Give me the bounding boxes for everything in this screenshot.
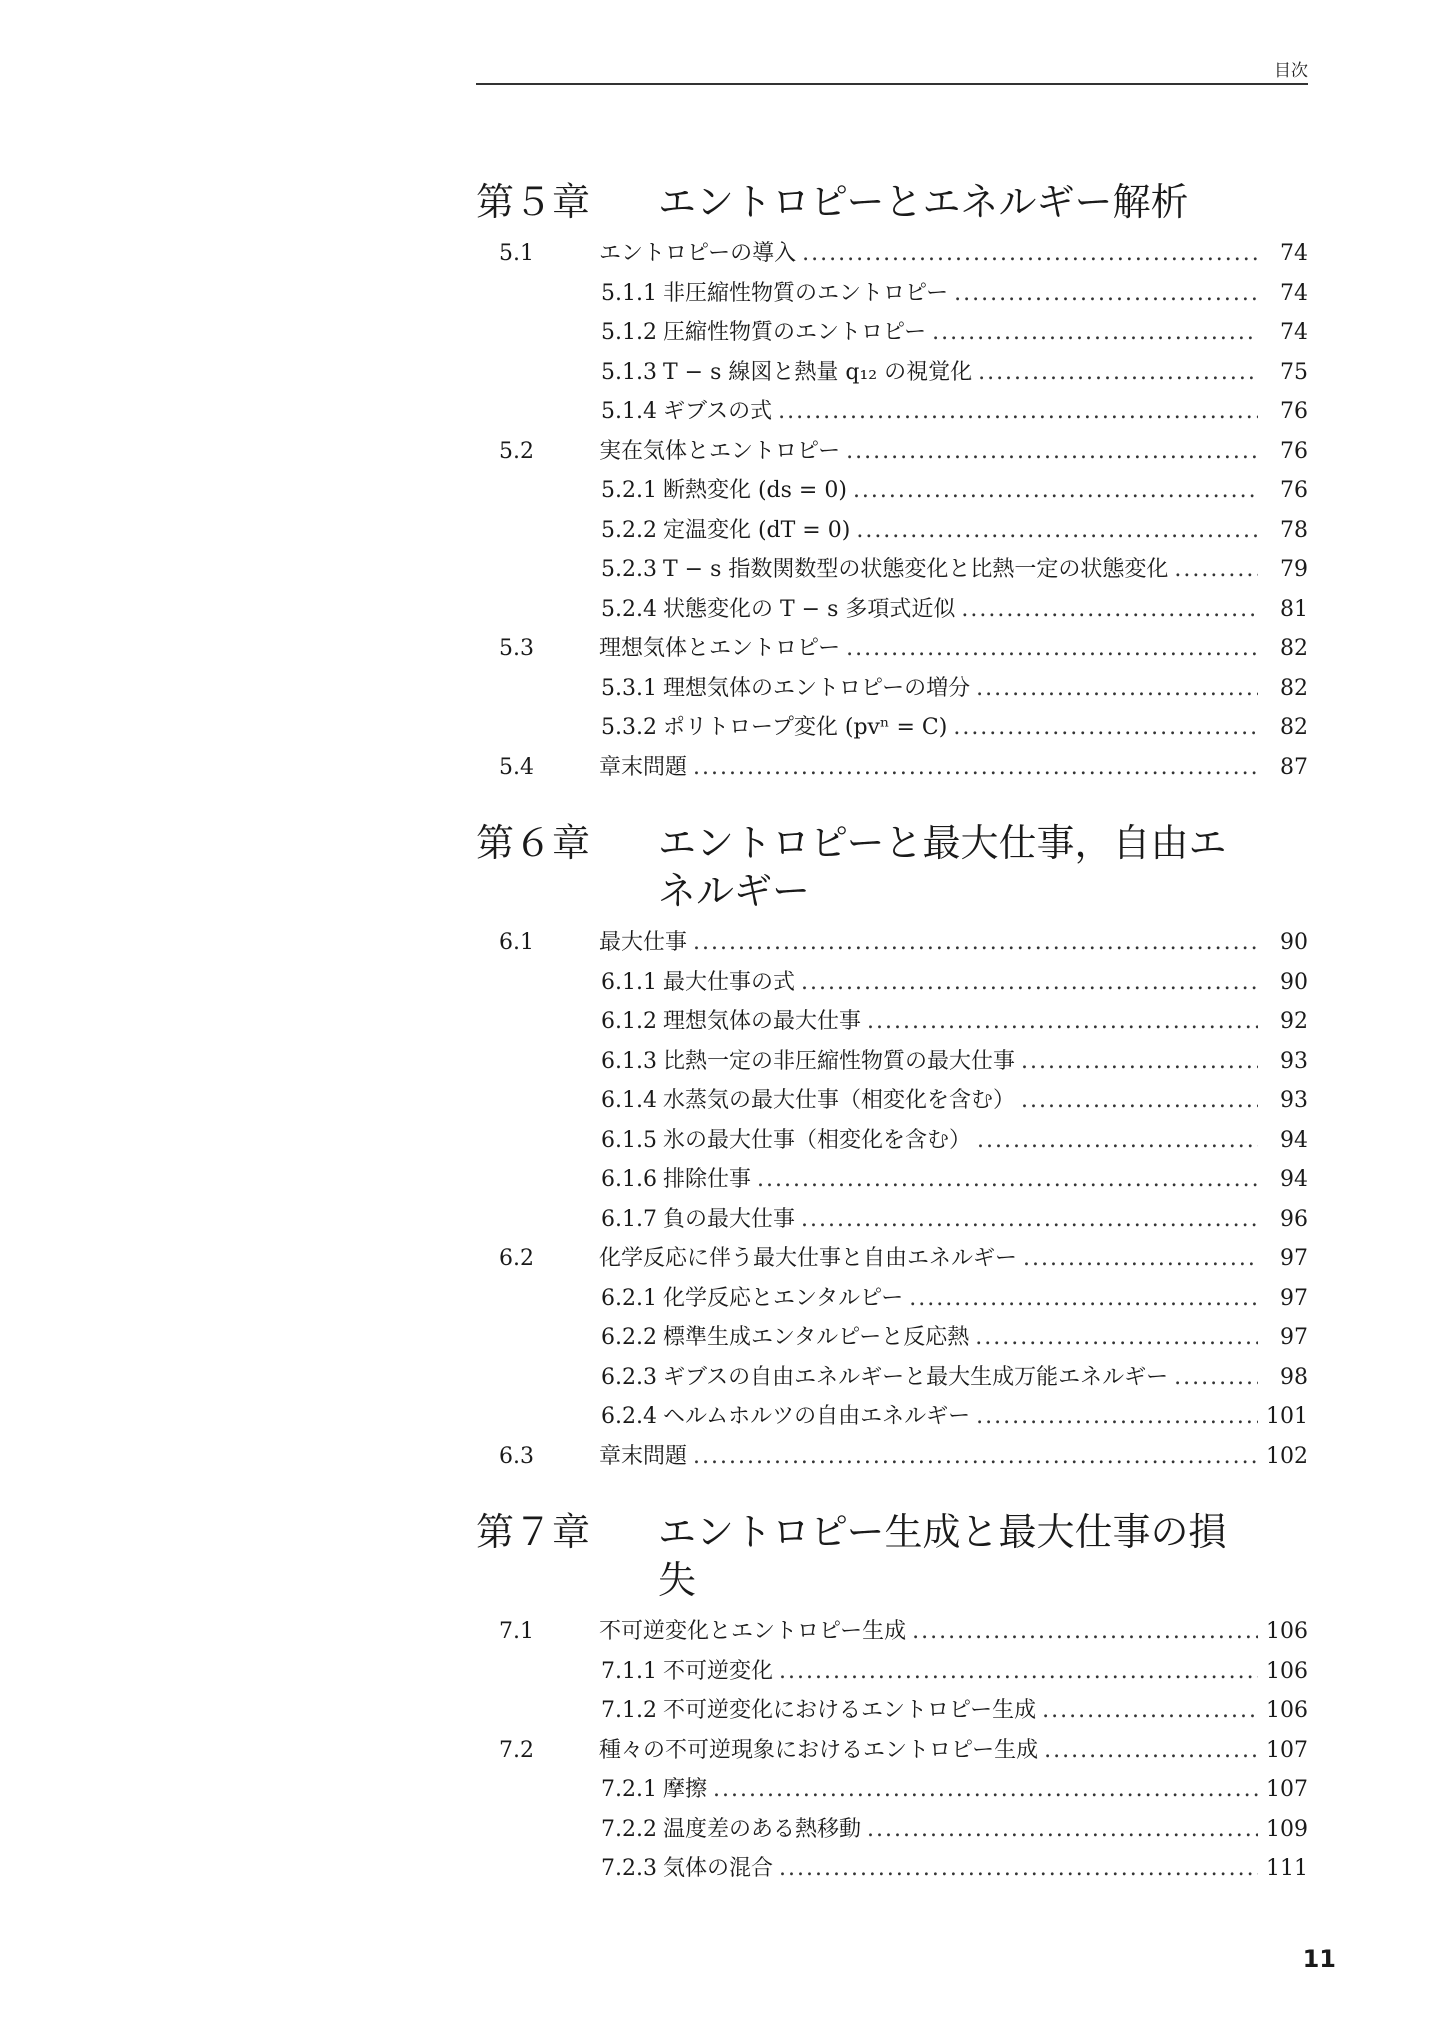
entry-page-number: 81 (1280, 596, 1308, 622)
toc-subsection-entry[interactable] (476, 1691, 1308, 1731)
subsection-number: 5.2.3 (601, 557, 657, 582)
entry-title: エントロピーの導入 (599, 241, 797, 266)
subsection-number: 5.2.2 (601, 517, 657, 543)
toc-subsection-entry[interactable] (476, 1121, 1308, 1161)
leader-dots (1044, 1731, 1258, 1771)
entry-title: ポリトロープ変化 (pvⁿ = C) (662, 715, 948, 740)
entry-title: 標準生成エンタルピーと反応熱 (662, 1325, 970, 1350)
entry-title: 章末問題 (599, 1443, 688, 1469)
entry-title: 圧縮性物質のエントロピー (662, 320, 927, 345)
entry-page-number: 94 (1280, 1127, 1308, 1153)
leader-dots (909, 1279, 1258, 1319)
entry-title: 不可逆変化とエントロピー生成 (599, 1619, 907, 1644)
leader-dots (1042, 1691, 1258, 1731)
leader-dots (801, 963, 1258, 1003)
subsection-number: 6.2.2 (601, 1325, 657, 1350)
leader-dots (867, 1002, 1258, 1042)
entry-page-number: 97 (1280, 1246, 1308, 1271)
entry-page-number: 74 (1280, 320, 1308, 345)
entry-page-number: 93 (1280, 1088, 1308, 1113)
chapter-heading (476, 1508, 1308, 1604)
section-number: 6.1 (499, 930, 534, 955)
toc-subsection-entry[interactable] (476, 1002, 1308, 1042)
subsection-number: 7.1.1 (601, 1658, 657, 1684)
toc-section-entry[interactable] (476, 629, 1308, 669)
toc-section-entry[interactable] (476, 1437, 1308, 1477)
entry-page-number: 76 (1280, 438, 1308, 464)
leader-dots (977, 1121, 1258, 1161)
chapter-title: エントロピーとエネルギー解析 (658, 180, 1189, 224)
toc-subsection-entry[interactable] (476, 1318, 1308, 1358)
leader-dots (802, 234, 1258, 274)
subsection-number: 5.3.2 (601, 715, 657, 740)
toc-subsection-entry[interactable] (476, 669, 1308, 709)
entry-title: 実在気体とエントロピー (599, 438, 841, 464)
toc-subsection-entry[interactable] (476, 313, 1308, 353)
section-number: 7.1 (499, 1619, 534, 1644)
entry-title: 種々の不可逆現象におけるエントロピー生成 (599, 1737, 1039, 1763)
leader-dots (1174, 550, 1258, 590)
entry-title: 負の最大仕事 (662, 1206, 795, 1232)
leader-dots (757, 1160, 1258, 1200)
subsection-number: 5.1.2 (601, 320, 657, 345)
toc-section-entry[interactable] (476, 748, 1308, 788)
entry-page-number: 106 (1266, 1698, 1308, 1723)
entry-page-number: 109 (1266, 1816, 1308, 1842)
leader-dots (846, 629, 1258, 669)
section-number: 5.4 (499, 754, 534, 780)
toc-subsection-entry[interactable] (476, 1652, 1308, 1692)
entry-title: 化学反応とエンタルピー (662, 1285, 904, 1311)
leader-dots (1023, 1239, 1258, 1279)
entry-page-number: 97 (1280, 1285, 1308, 1311)
leader-dots (953, 708, 1258, 748)
leader-dots (867, 1810, 1258, 1850)
entry-title: 断熱変化 (ds = 0) (662, 478, 847, 503)
toc-subsection-entry[interactable] (476, 392, 1308, 432)
subsection-number: 5.1.1 (601, 280, 657, 306)
leader-dots (961, 590, 1258, 630)
section-number: 6.2 (499, 1246, 534, 1271)
subsection-number: 6.1.1 (601, 969, 657, 995)
toc-subsection-entry[interactable] (476, 1081, 1308, 1121)
leader-dots (1174, 1358, 1258, 1398)
leader-dots (779, 1652, 1258, 1692)
entry-title: 水蒸気の最大仕事（相変化を含む） (662, 1088, 1015, 1113)
entry-page-number: 107 (1266, 1777, 1308, 1802)
entry-title: 不可逆変化 (662, 1658, 773, 1684)
entry-title: ギブスの自由エネルギーと最大生成万能エネルギー (662, 1364, 1169, 1390)
toc-subsection-entry[interactable] (476, 1849, 1308, 1889)
entry-title: 最大仕事 (599, 930, 688, 955)
entry-title: 比熱一定の非圧縮性物質の最大仕事 (662, 1048, 1015, 1074)
entry-title: 理想気体のエントロピーの増分 (662, 675, 971, 701)
leader-dots (801, 1200, 1258, 1240)
entry-title: 不可逆変化におけるエントロピー生成 (662, 1698, 1037, 1723)
chapter-number: 第６章 (476, 821, 591, 865)
toc-section-entry[interactable] (476, 1239, 1308, 1279)
entry-page-number: 92 (1280, 1009, 1308, 1034)
entry-title: T − s 線図と熱量 q₁₂ の視覚化 (662, 359, 973, 385)
leader-dots (856, 511, 1258, 551)
subsection-number: 6.2.4 (601, 1404, 657, 1429)
entry-page-number: 82 (1280, 715, 1308, 740)
section-number: 5.3 (499, 636, 534, 661)
entry-title: 氷の最大仕事（相変化を含む） (662, 1127, 971, 1153)
toc-subsection-entry[interactable] (476, 963, 1308, 1003)
header-rule (476, 83, 1308, 85)
chapter-block (476, 178, 1308, 787)
entry-page-number: 78 (1280, 517, 1308, 543)
toc-subsection-entry[interactable] (476, 1770, 1308, 1810)
subsection-number: 5.1.4 (601, 399, 657, 424)
entry-page-number: 98 (1280, 1364, 1308, 1390)
entry-title: 最大仕事の式 (662, 969, 795, 995)
leader-dots (846, 432, 1258, 472)
entry-title: ヘルムホルツの自由エネルギー (662, 1404, 971, 1429)
chapter-title: エントロピーと最大仕事，自由エネルギー (658, 821, 1227, 913)
chapter-number: 第５章 (476, 180, 591, 224)
subsection-number: 6.1.7 (601, 1206, 657, 1232)
leader-dots (978, 353, 1258, 393)
entry-page-number: 94 (1280, 1167, 1308, 1192)
toc-subsection-entry[interactable] (476, 1810, 1308, 1850)
entry-title: ギブスの式 (662, 399, 773, 424)
chapter-heading (476, 819, 1308, 915)
leader-dots (954, 274, 1258, 314)
entry-title: T − s 指数関数型の状態変化と比熱一定の状態変化 (662, 557, 1169, 582)
chapter-block (476, 819, 1308, 1476)
toc-subsection-entry[interactable] (476, 1397, 1308, 1437)
toc-section-entry[interactable] (476, 923, 1308, 963)
leader-dots (693, 923, 1258, 963)
subsection-number: 7.1.2 (601, 1698, 657, 1723)
entry-page-number: 102 (1266, 1443, 1308, 1469)
entry-page-number: 111 (1266, 1856, 1308, 1881)
subsection-number: 6.1.2 (601, 1009, 657, 1034)
toc-subsection-entry[interactable] (476, 1200, 1308, 1240)
entry-title: 排除仕事 (662, 1167, 751, 1192)
entry-page-number: 101 (1266, 1404, 1308, 1429)
table-of-contents (476, 178, 1308, 1921)
entry-page-number: 90 (1280, 930, 1308, 955)
leader-dots (853, 471, 1258, 511)
entry-title: 定温変化 (dT = 0) (662, 517, 851, 543)
entry-title: 理想気体とエントロピー (599, 636, 841, 661)
chapter-block (476, 1508, 1308, 1889)
entry-title: 気体の混合 (662, 1856, 773, 1881)
subsection-number: 6.1.6 (601, 1167, 657, 1192)
section-number: 6.3 (499, 1443, 534, 1469)
running-head: 目次 (1274, 61, 1308, 81)
subsection-number: 5.2.4 (601, 596, 657, 622)
toc-subsection-entry[interactable] (476, 1279, 1308, 1319)
toc-subsection-entry[interactable] (476, 550, 1308, 590)
subsection-number: 7.2.3 (601, 1856, 657, 1881)
entry-page-number: 75 (1280, 359, 1308, 385)
subsection-number: 6.1.3 (601, 1048, 657, 1074)
section-number: 5.2 (499, 438, 534, 464)
toc-subsection-entry[interactable] (476, 590, 1308, 630)
toc-subsection-entry[interactable] (476, 353, 1308, 393)
toc-section-entry[interactable] (476, 1612, 1308, 1652)
entry-page-number: 106 (1266, 1658, 1308, 1684)
page-number: 11 (1302, 1945, 1336, 1973)
entry-page-number: 82 (1280, 636, 1308, 661)
entry-page-number: 93 (1280, 1048, 1308, 1074)
subsection-number: 6.2.1 (601, 1285, 657, 1311)
entry-title: 章末問題 (599, 754, 688, 780)
chapter-title: エントロピー生成と最大仕事の損失 (658, 1510, 1227, 1602)
toc-subsection-entry[interactable] (476, 1160, 1308, 1200)
subsection-number: 5.3.1 (601, 675, 657, 701)
toc-subsection-entry[interactable] (476, 274, 1308, 314)
leader-dots (976, 1397, 1258, 1437)
section-number: 7.2 (499, 1737, 534, 1763)
leader-dots (713, 1770, 1258, 1810)
leader-dots (976, 669, 1258, 709)
toc-subsection-entry[interactable] (476, 1042, 1308, 1082)
section-number: 5.1 (499, 241, 534, 266)
entry-page-number: 106 (1266, 1619, 1308, 1644)
entry-title: 理想気体の最大仕事 (662, 1009, 861, 1034)
entry-title: 摩擦 (662, 1777, 707, 1802)
entry-page-number: 74 (1280, 241, 1308, 266)
entry-page-number: 79 (1280, 557, 1308, 582)
chapter-heading (476, 178, 1308, 226)
subsection-number: 5.2.1 (601, 478, 657, 503)
entry-title: 状態変化の T − s 多項式近似 (662, 596, 956, 622)
entry-page-number: 90 (1280, 969, 1308, 995)
entry-title: 温度差のある熱移動 (662, 1816, 861, 1842)
entry-page-number: 74 (1280, 280, 1308, 306)
entry-title: 非圧縮性物質のエントロピー (662, 280, 949, 306)
subsection-number: 6.1.4 (601, 1088, 657, 1113)
entry-page-number: 107 (1266, 1737, 1308, 1763)
entry-page-number: 76 (1280, 399, 1308, 424)
subsection-number: 7.2.2 (601, 1816, 657, 1842)
entry-page-number: 76 (1280, 478, 1308, 503)
subsection-number: 6.2.3 (601, 1364, 657, 1390)
toc-section-entry[interactable] (476, 432, 1308, 472)
leader-dots (975, 1318, 1258, 1358)
subsection-number: 7.2.1 (601, 1777, 657, 1802)
subsection-number: 5.1.3 (601, 359, 657, 385)
toc-section-entry[interactable] (476, 1731, 1308, 1771)
leader-dots (778, 392, 1258, 432)
leader-dots (912, 1612, 1258, 1652)
entry-page-number: 82 (1280, 675, 1308, 701)
toc-subsection-entry[interactable] (476, 708, 1308, 748)
leader-dots (779, 1849, 1258, 1889)
toc-subsection-entry[interactable] (476, 1358, 1308, 1398)
toc-subsection-entry[interactable] (476, 471, 1308, 511)
leader-dots (1021, 1081, 1258, 1121)
subsection-number: 6.1.5 (601, 1127, 657, 1153)
leader-dots (1021, 1042, 1258, 1082)
entry-title: 化学反応に伴う最大仕事と自由エネルギー (599, 1246, 1018, 1271)
toc-subsection-entry[interactable] (476, 511, 1308, 551)
entry-page-number: 87 (1280, 754, 1308, 780)
entry-page-number: 96 (1280, 1206, 1308, 1232)
entry-page-number: 97 (1280, 1325, 1308, 1350)
leader-dots (693, 748, 1258, 788)
toc-section-entry[interactable] (476, 234, 1308, 274)
leader-dots (693, 1437, 1258, 1477)
leader-dots (932, 313, 1258, 353)
chapter-number: 第７章 (476, 1510, 591, 1554)
